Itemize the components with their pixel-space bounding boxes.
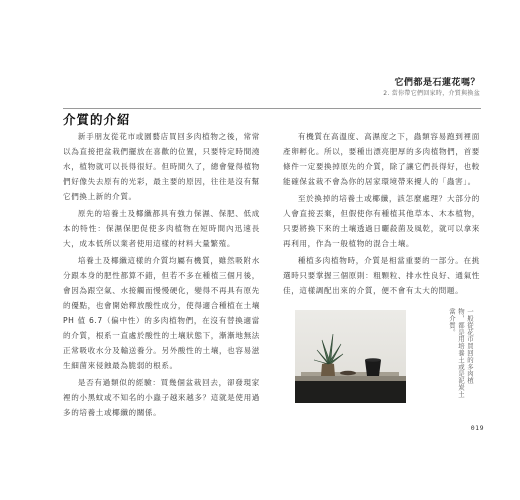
left-column: [63, 129, 260, 422]
running-header: [383, 77, 480, 98]
succulent-photo: [295, 310, 406, 403]
photo-caption: [414, 308, 474, 408]
body-paragraph: 至於換掉的培養土或椰纖，該怎麼處理？大部分的人會直接丟棄，但假使你有種植其他草本、木本植物，只要將換下來的土壤透過日曬殺菌及風乾，就可以拿來再利用，作為一般植物的混合土壤。: [283, 194, 480, 248]
right-column: [283, 129, 480, 300]
succulent-photo-illustration: [295, 310, 406, 403]
section-title: 介質的介紹: [63, 112, 131, 127]
header-title: 它們都是石蓮花嗎？: [394, 78, 480, 88]
body-paragraph: 原先的培養土及椰纖都具有強力保濕、保肥、低成本的特性：保濕保肥促使多肉植物在短時間內迅速長大，成本低所以業者使用這樣的材料大量繁殖。: [63, 209, 260, 248]
body-paragraph: 是否有過類似的經驗：買幾個盆栽回去，卻發現家裡的小黑蚊或不知名的小蟲子越來越多？這就是使用過多的培養土或椰纖的關係。: [63, 378, 260, 417]
caption-line: 物，都是用培養土或是泥炭土: [457, 308, 465, 398]
body-paragraph: 種植多肉植物時，介質是相當重要的一部分。在挑選時只要掌握三個原則：粗顆粒、排水性良好、通氣性佳，這樣調配出來的介質，便不會有太大的問題。: [283, 256, 480, 295]
body-paragraph: 有機質在高溫度、高濕度之下，蟲類容易跑到裡面產卵孵化。所以，要種出漂亮肥厚的多肉植物們，首要條件一定要換掉原先的介質，除了讓它們長得好，也較能確保盆栽不會為你的居家環境帶來擾人的「蟲害」。: [283, 132, 480, 186]
body-paragraph: 新手朋友從花市或園藝店買回多肉植物之後，常常以為直接把盆栽們擺放在喜歡的位置，只要特定時間澆水，植物就可以長得很好。但時間久了，總會覺得植物們好像失去原有的光彩，最主要的原因，往往是沒有幫它們換上新的介質。: [63, 132, 260, 201]
header-divider: [63, 108, 481, 109]
header-subtitle: 2. 當你帶它們回家時，介質與換盆: [383, 90, 480, 97]
caption-line: 當介質。: [448, 308, 456, 336]
caption-line: 一般從花市買回的多肉植: [466, 308, 474, 384]
page-number: 019: [470, 424, 484, 432]
body-paragraph: 培養土及椰纖這樣的介質均屬有機質，雖然吸附水分跟本身的肥性都算不錯，但若不多在種植三個月後，會因為跟空氣、水接觸而慢慢硬化，變得不再具有原先的優點，也會開始釋放酸性成分，使得適合種植在土壤 PH 值 6.7（偏中性）的多肉植物們，在沒有替換適當的介質，根系一直處於酸性的土壤狀態下，漸漸地無法正常吸收水分及輸送養分。另外酸性的土壤，也容易滋生細菌來侵蝕最為脆弱的根系。: [63, 256, 260, 370]
